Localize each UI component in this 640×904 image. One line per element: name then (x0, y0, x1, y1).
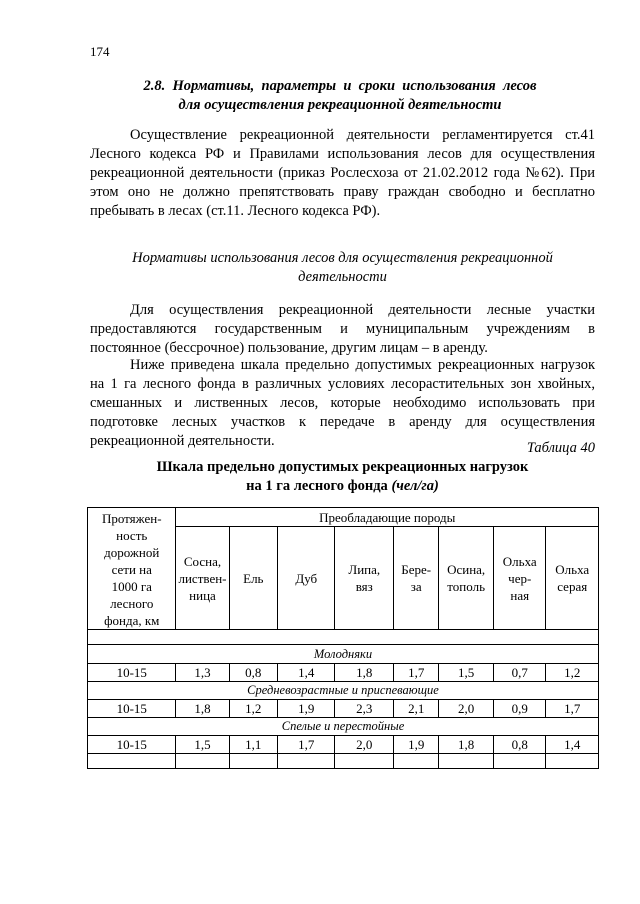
age-group-label: Молодняки (88, 645, 599, 664)
table-row (88, 736, 599, 754)
table-caption-unit: (чел/га) (391, 478, 439, 494)
paragraph-land-provision: Для осуществления рекреационной деятельности лесные участки предоставляются государственным и муниципальным учреждениям в постоянное (бессрочное) пользование, другим лицам – в аренду. (90, 302, 595, 356)
load-value-cell: 2,3 (335, 700, 394, 718)
recreational-load-table (87, 507, 599, 769)
norms-subtitle-line2: деятельности (298, 269, 387, 285)
table-caption-line1: Шкала предельно допустимых рекреационных нагрузок (156, 459, 529, 475)
load-value-cell: 1,8 (439, 736, 494, 754)
age-group-row (88, 645, 599, 664)
species-header-text: Осина, тополь (447, 562, 486, 595)
blank-cell (229, 754, 278, 769)
age-group-row (88, 718, 599, 736)
load-value-cell: 0,8 (494, 736, 546, 754)
load-value-cell: 1,7 (546, 700, 599, 718)
dominant-species-header (176, 508, 599, 527)
load-value-cell: 1,9 (394, 736, 439, 754)
species-header-text: Бере- за (401, 562, 432, 595)
load-value-cell: 1,4 (278, 664, 335, 682)
blank-row (88, 754, 599, 769)
age-group-row (88, 682, 599, 700)
table-number-label: Таблица 40 (526, 440, 595, 456)
load-value-cell: 1,7 (394, 664, 439, 682)
dominant-species-header-text: Преобладающие породы (319, 509, 456, 525)
load-value-cell: 0,9 (494, 700, 546, 718)
blank-cell (335, 754, 394, 769)
load-value-cell: 1,8 (176, 700, 229, 718)
table-row (88, 664, 599, 682)
table-header-row (88, 508, 599, 527)
blank-cell (494, 754, 546, 769)
road-network-header-text: Протяжен- ность дорожной сети на 1000 га лесного фонда, км (101, 511, 162, 628)
table-caption (90, 458, 595, 496)
load-value-cell: 1,2 (546, 664, 599, 682)
norms-subtitle (110, 249, 575, 287)
load-value-cell: 1,7 (278, 736, 335, 754)
species-header-text: Липа, вяз (348, 562, 381, 595)
load-value-cell: 2,0 (335, 736, 394, 754)
load-value-cell: 0,7 (494, 664, 546, 682)
paragraph-recreation-regulation: Осуществление рекреационной деятельности регламентируется ст.41 Лесного кодекса РФ и Правилами использования лесов для осуществления рекреационной деятельности (приказ Рослесхоза от 21.02.2012 года №62). При этом оно не должно препятствовать праву граждан свободно и бесплатно пребывать в лесах (ст.11. Лесного кодекса РФ). (90, 127, 595, 219)
species-header-text: Ель (243, 570, 264, 586)
section-title-line1: 2.8. Нормативы, параметры и сроки использования лесов (143, 78, 537, 94)
age-group-label: Средневозрастные и приспевающие (88, 682, 599, 700)
road-network-header (88, 508, 176, 630)
species-header (494, 527, 546, 630)
load-value-cell: 0,8 (229, 664, 278, 682)
page-number: 174 (90, 44, 110, 59)
species-header (335, 527, 394, 630)
blank-cell (394, 754, 439, 769)
load-value-cell: 1,1 (229, 736, 278, 754)
load-value-cell: 1,2 (229, 700, 278, 718)
species-header-text: Дуб (295, 570, 318, 586)
paragraph-load-scale: Ниже приведена шкала предельно допустимых рекреационных нагрузок на 1 га лесного фонда в различных условиях лесорастительных зон хвойных, смешанных и лиственных лесов, которые необходимо использовать при подготовке лесных участков к передаче в аренду для осуществления рекреационной деятельности. (90, 357, 595, 449)
species-header (278, 527, 335, 630)
table-row (88, 700, 599, 718)
load-value-cell: 2,1 (394, 700, 439, 718)
load-value-cell: 1,9 (278, 700, 335, 718)
road-network-range: 10-15 (88, 700, 176, 718)
species-header (439, 527, 494, 630)
norms-subtitle-line1: Нормативы использования лесов для осуществления рекреационной (132, 250, 553, 266)
species-header-text: Сосна, листвен- ница (178, 553, 227, 603)
load-value-cell: 1,5 (439, 664, 494, 682)
load-value-cell: 1,8 (335, 664, 394, 682)
table-caption-line2: на 1 га лесного фонда (246, 478, 388, 494)
age-group-label: Спелые и перестойные (88, 718, 599, 736)
table-body (88, 508, 599, 769)
species-header (176, 527, 229, 630)
species-header-text: Ольха чер- ная (502, 553, 537, 603)
load-value-cell: 1,3 (176, 664, 229, 682)
blank-cell (88, 754, 176, 769)
load-value-cell: 1,4 (546, 736, 599, 754)
road-network-range: 10-15 (88, 664, 176, 682)
load-value-cell: 2,0 (439, 700, 494, 718)
load-value-cell: 1,5 (176, 736, 229, 754)
species-header (394, 527, 439, 630)
empty-row (88, 630, 599, 645)
section-title-line2: для осуществления рекреационной деятельности (178, 97, 502, 113)
species-header (546, 527, 599, 630)
blank-cell (176, 754, 229, 769)
empty-cell (88, 630, 599, 645)
blank-cell (439, 754, 494, 769)
species-header-text: Ольха серая (555, 562, 590, 595)
road-network-range: 10-15 (88, 736, 176, 754)
species-header (229, 527, 278, 630)
blank-cell (278, 754, 335, 769)
section-title (90, 77, 590, 115)
blank-cell (546, 754, 599, 769)
